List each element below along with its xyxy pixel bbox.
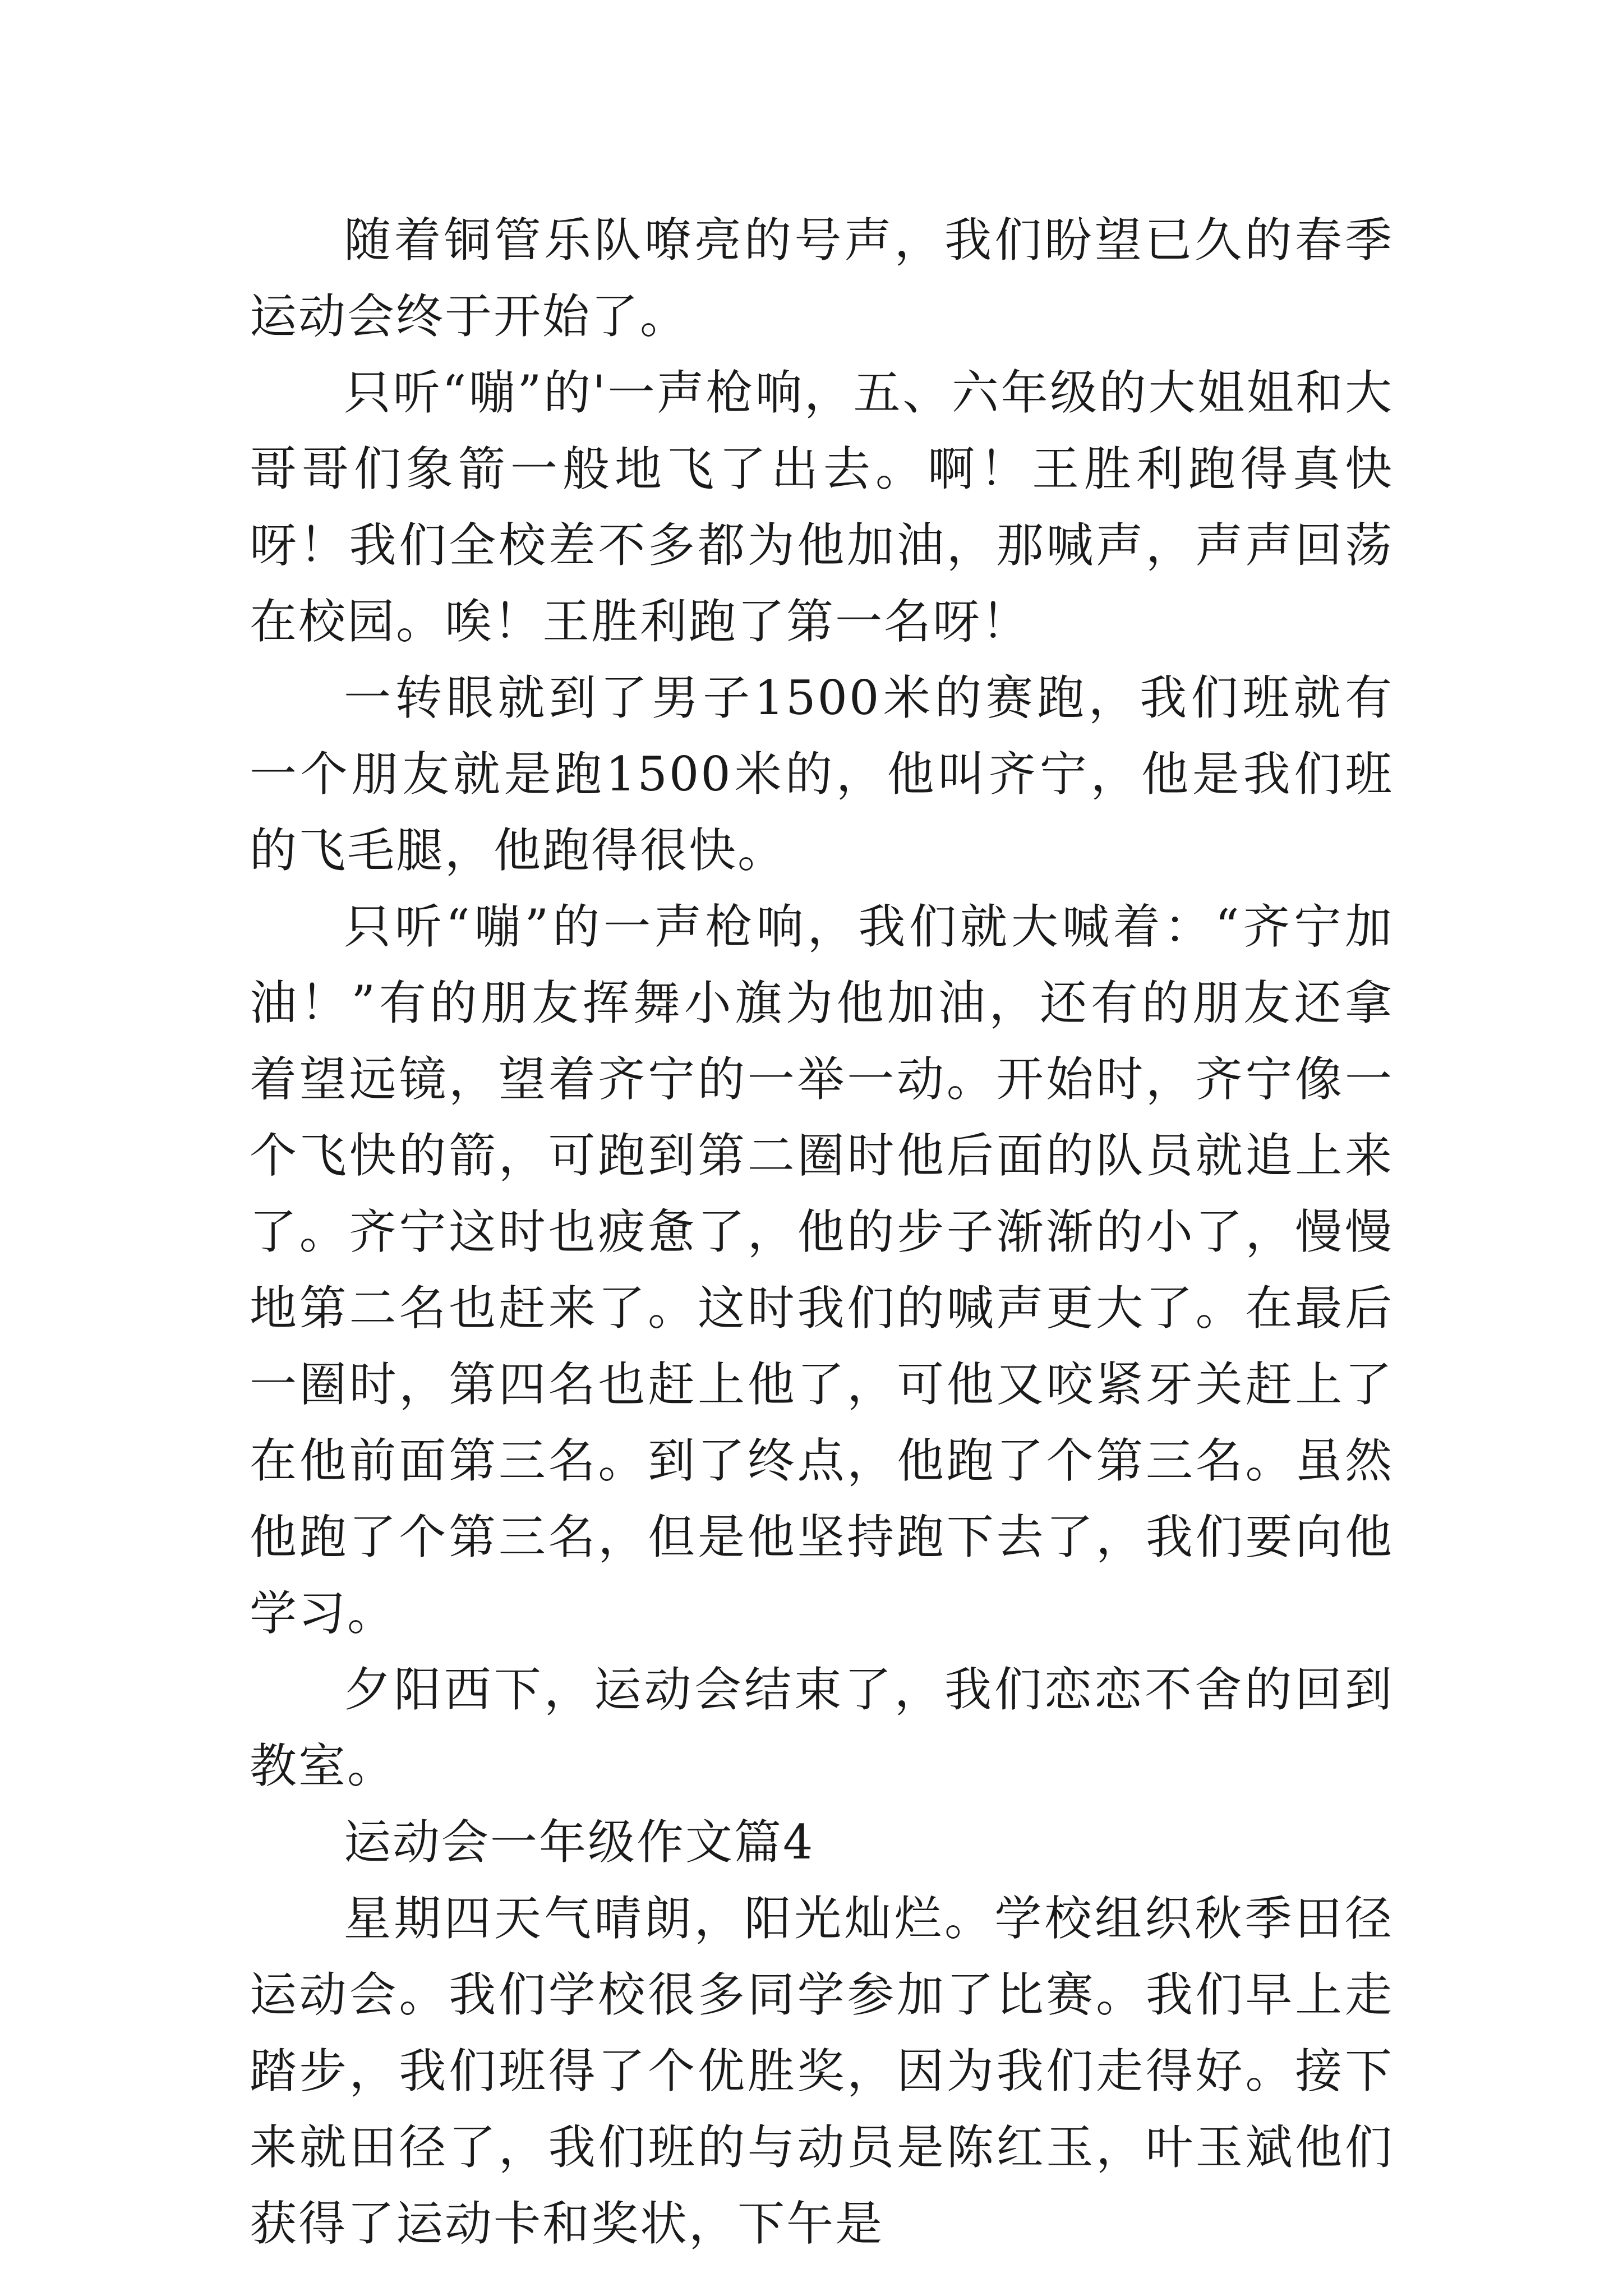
paragraph-1500m-race: 只听“嘣”的一声枪响，我们就大喊着：“齐宁加油！”有的朋友挥舞小旗为他加油，还有的朋友还拿着望远镜，望着齐宁的一举一动。开始时，齐宁像一个飞快的箭，可跑到第二圈时他后面的队员就追上来了。齐宁这时也疲惫了，他的步子渐渐的小了，慢慢地第二名也赶来了。这时我们的喊声更大了。在最后一圈时，第四名也赶上他了，可他又咬紧牙关赶上了在他前面第三名。到了终点，他跑了个第三名。虽然他跑了个第三名，但是他坚持跑下去了，我们要向他学习。 (250, 899, 1394, 1641)
section-heading: 运动会一年级作文篇4 (344, 1815, 815, 1870)
paragraph-closing: 夕阳西下，运动会结束了，我们恋恋不舍的回到教室。 (250, 1662, 1394, 1793)
paragraph-opening: 随着铜管乐队嘹亮的号声，我们盼望已久的春季运动会终于开始了。 (250, 213, 1394, 344)
paragraph-1500m-intro: 一转眼就到了男子1500米的赛跑，我们班就有一个朋友就是跑1500米的，他叫齐宁，他是我们班的飞毛腿，他跑得很快。 (250, 670, 1394, 878)
paragraph-essay-4: 星期四天气晴朗，阳光灿烂。学校组织秋季田径运动会。我们学校很多同学参加了比赛。我们早上走踏步，我们班得了个优胜奖，因为我们走得好。接下来就田径了，我们班的与动员是陈红玉，叶玉斌他们获得了运动卡和奖状，下午是 (250, 1891, 1394, 2251)
paragraph-first-race: 只听“嘣”的'一声枪响，五、六年级的大姐姐和大哥哥们象箭一般地飞了出去。啊！王胜利跑得真快呀！我们全校差不多都为他加油，那喊声，声声回荡在校园。唉！王胜利跑了第一名呀！ (250, 365, 1394, 649)
document-page (250, 202, 1394, 2262)
